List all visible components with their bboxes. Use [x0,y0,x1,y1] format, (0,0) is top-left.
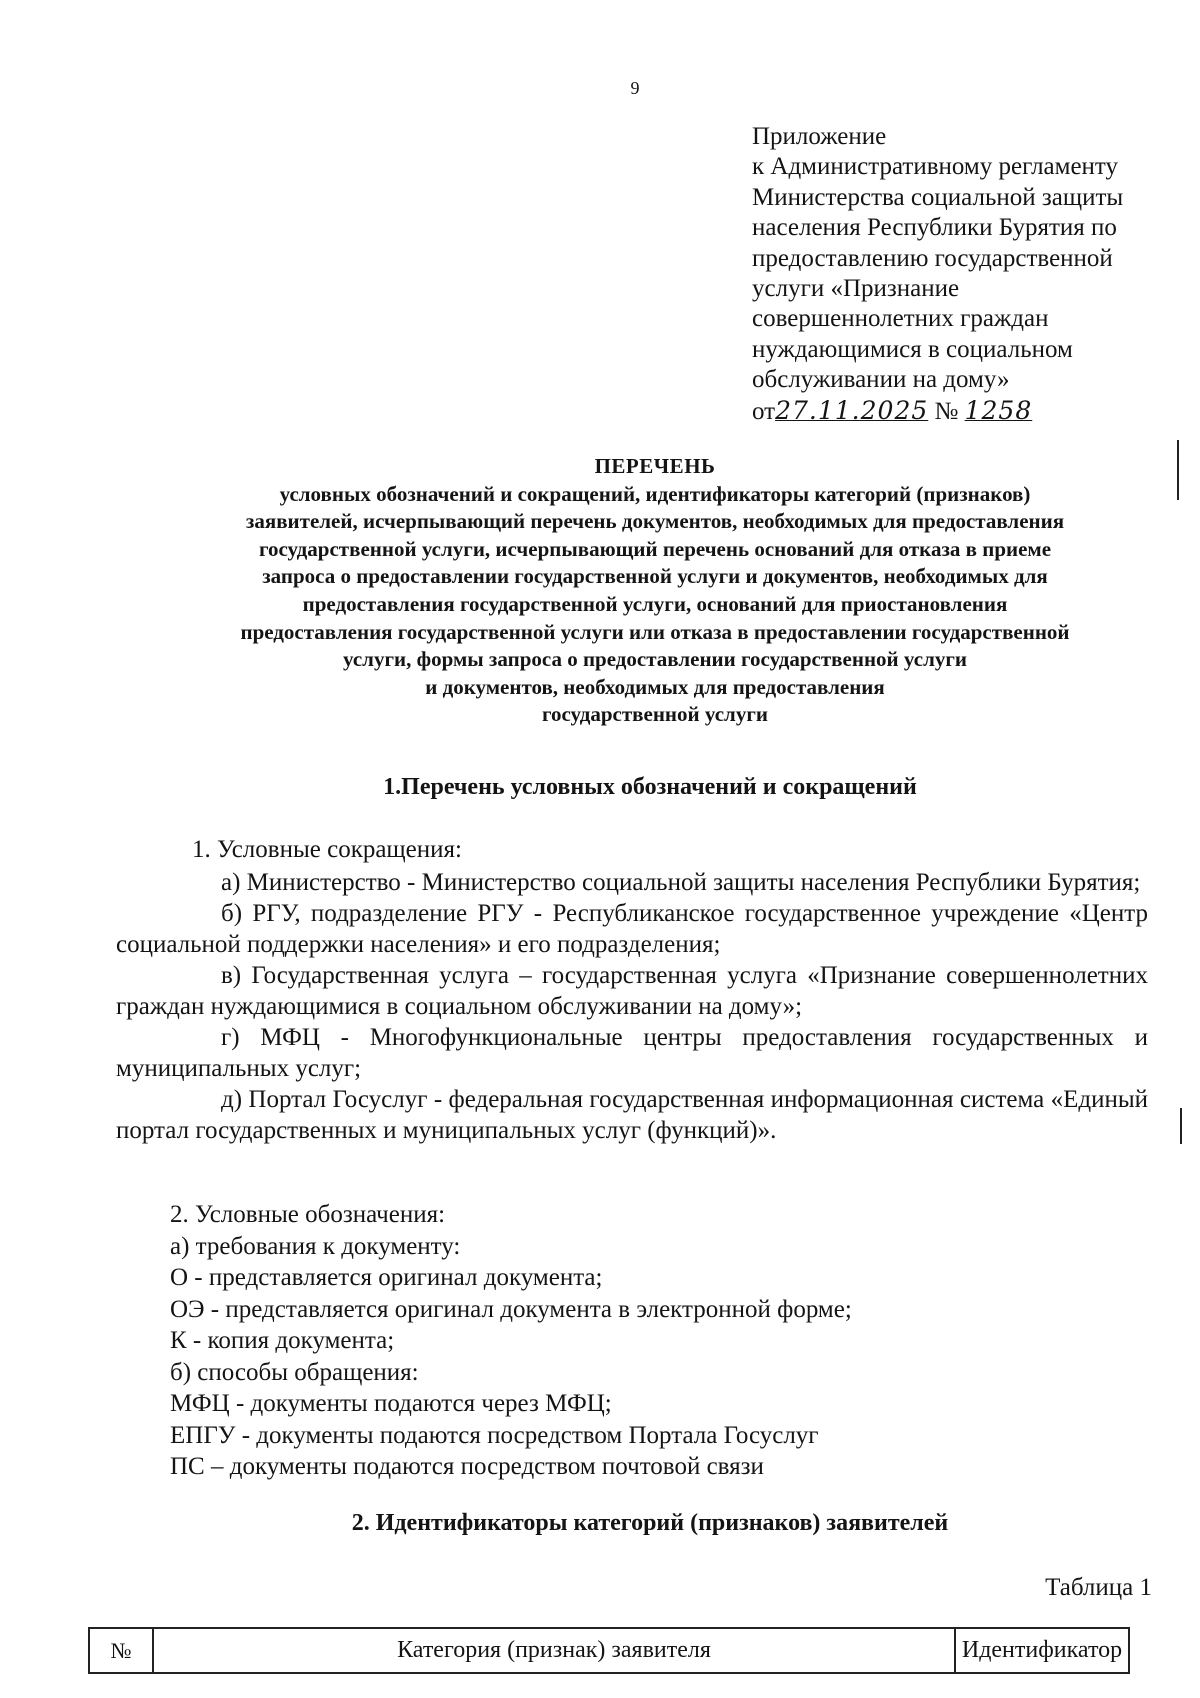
legend-list [170,1199,852,1483]
abbreviation-item: б) РГУ, подразделение РГУ - Республиканское государственное учреждение «Центр социальной поддержки населения» и его подразделения; [116,900,1148,958]
date-prefix: от [752,397,776,425]
abbreviation-item: а) Министерство - Министерство социальной защиты населения Республики Бурятия; [221,869,1141,896]
title-line: условных обозначений и сокращений, идентификаторы категорий (признаков) [279,481,1031,506]
legend-line: МФЦ - документы подаются через МФЦ; [170,1390,612,1417]
abbreviations-list [116,867,1148,1146]
title-line: запроса о предоставлении государственной услуги и документов, необходимых для [262,564,1048,589]
title-line: государственной услуги [542,702,768,727]
legend-line: О - представляется оригинал документа; [170,1264,603,1291]
legend-line: б) способы обращения: [170,1358,419,1386]
title-line: заявителей, исчерпывающий перечень документов, необходимых для предоставления [245,509,1065,534]
title-line: предоставления государственной услуги или отказа в предоставлении государственной [240,619,1070,644]
appendix-line: совершеннолетних граждан [752,305,1049,333]
table-header-row [89,1628,1129,1673]
abbreviation-item: в) Государственная услуга – государственная услуга «Признание совершеннолетних граждан нуждающимися в социальном обслуживании на дому»; [116,962,1148,1020]
abbreviation-item: г) МФЦ - Многофункциональные центры предоставления государственных и муниципальных услуг; [116,1024,1148,1082]
legend-line: К - копия документа; [170,1327,395,1354]
scan-artifact [1180,1108,1182,1144]
appendix-line: нуждающимися в социальном [752,335,1073,363]
abbreviations-intro: 1. Условные сокращения: [192,836,462,863]
section-1-heading: 1.Перечень условных обозначений и сокращений [383,774,917,800]
page-number: 9 [630,78,640,98]
appendix-line: населения Республики Бурятия по [752,214,1117,242]
title-heading: ПЕРЕЧЕНЬ [594,454,716,478]
legend-line: а) требования к документу: [170,1232,461,1260]
abbreviation-item: д) Портал Госуслуг - федеральная государственная информационная система «Единый портал государственных и муниципальных услуг (функций)». [116,1086,1148,1144]
appendix-line: Приложение [752,123,887,150]
title-line: и документов, необходимых для предоставления [425,674,885,699]
applicant-categories-table [88,1627,1130,1674]
section-2-heading: 2. Идентификаторы категорий (признаков) заявителей [351,1510,949,1536]
title-line: услуги, формы запроса о предоставлении государственной услуги [343,647,967,672]
table-header-number: № [89,1628,153,1673]
appendix-line: обслуживании на дому» [752,366,1010,394]
handwritten-number: 1258 [964,395,1033,425]
appendix-line: к Административному регламенту [752,153,1119,181]
legend-line: ПС – документы подаются посредством почтовой связи [170,1453,764,1480]
title-line: государственной услуги, исчерпывающий перечень оснований для отказа в приеме [258,536,1052,561]
handwritten-date: 27.11.2025 [775,395,929,425]
document-title [0,453,1200,729]
appendix-line: предоставлению государственной [752,244,1113,272]
scan-artifact [1177,440,1179,500]
number-label: № [934,397,959,425]
title-line: предоставления государственной услуги, оснований для приостановления [302,591,1008,616]
appendix-line: услуги «Признание [752,275,960,303]
table-caption: Таблица 1 [1045,1574,1152,1601]
table-header-identifier: Идентификатор [955,1628,1129,1673]
appendix-line: Министерства социальной защиты [752,183,1124,211]
legend-line: 2. Условные обозначения: [170,1201,446,1228]
appendix-date-line [752,396,1172,427]
legend-line: ЕПГУ - документы подаются посредством Портала Госуслуг [170,1421,819,1449]
table-header-category: Категория (признак) заявителя [153,1628,955,1673]
appendix-block [752,122,1172,427]
legend-line: ОЭ - представляется оригинал документа в электронной форме; [170,1295,852,1323]
